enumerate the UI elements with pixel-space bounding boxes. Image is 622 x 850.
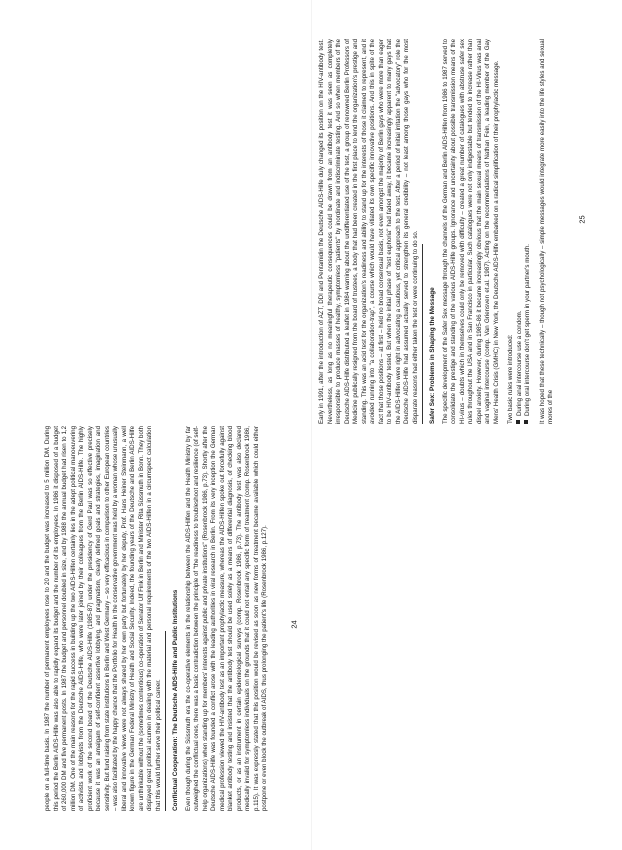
bullet-square-icon — [516, 420, 520, 424]
page-24-body-paragraph: Even though during the Süssmuth era the co-operative elements in the relationship between the AIDS-Hilfen and the Health Ministry by far outweighed the conflictual ones, there was a basic contradiction between the principle of "the readiness to troubleshoot and resilience (of self-help organizations) when standing up for members' interests against public and private institutions" (Rosenbrock 1986, p.73). Shortly after the Deutsche AIDS-Hilfe was founded a conflict arose with the leading authorities in viral research in Berlin. From its very inception the German medical profession viewed the HIV-antibody test as an important prophylactic measure, whereas the AIDS-Hilfen spoke out forcefully against blanket antibody testing and insisted that the antibody test should be used solely as a means of differential diagnosis, of checking blood products, or as an instrument in certain epidemiological surveys (comp. Rosenbrock 1986, p.73). The antibody test was also declared medically invalid for symptomless individuals on the grounds that it could not entail any specific form of treatment (comp. Rosenbrock 1986, p.115). It was expressly stated that this position would be revised as soon as new forms of treatment became available which could either postpone or even block the outbreak of AIDS, thus prolonging the patient's life (Rosenbrock 1986, p.127). — [184, 426, 268, 811]
section-heading-conflictual-cooperation: Conflictual Cooperation: The Deutsche AIDS-Hilfe and Public Institutions — [172, 589, 179, 811]
page-number-25: 25 — [577, 215, 587, 224]
page-24 — [44, 426, 309, 811]
book-gutter — [311, 0, 312, 850]
safer-sex-rules-list — [516, 39, 533, 424]
page-25-body-paragraph: The specific development of the Safer Sex message through the channels of the German and Berlin AIDS-Hilfen from 1986 to 1987 served to consolidate the prestige and standing of the various AIDS-Hilfe groups. Ignorance and uncertainty about possible transmission means of the HI-virus – doubts which in themselves could only be removed with difficulty – created a great number of catalogues with abstruse safer sex rules throughout the USA and in San Francisco in particular. Such catalogues were not only indigestable but tended to increase rather than dispel anxiety. However, during 1985-86 it became increasingly obvious that the main sexual means of transmission of the HI-Virus was anal and vaginal intercourse (comp. Van Griensven et.al. 1987). Acting on the recommendations of Nathan Fein, a leading member of the Gay Mens' Health Crisis (GMHC) in New York, the Deutsche AIDS-Hilfe embarked on a radical simplification of their prophylactic message. — [441, 39, 500, 424]
page-25-intro-paragraph: Early in 1991, after the introduction of AZT, DDI and Pentamidin the Deutsche AIDS-Hilfe duly changed its position on the HIV-antibody test. Nevertheless, as long as no meaningful therapeutic consequences could be drawn from an antibody test it was seen as completely irresponsible to produce masses of healthy, symptomless "patients" by inordinate and indiscriminate testing. And so when members of the Deutsche AIDS-Hilfe distributed a leaflet in 1984 warning about the undifferentiated use of the test, a group of renowned Berlin Professors of Medicine publically resigned from the board of trustees, a body that had been created in the first place to lend the organization's prestige and standing. This was an acid test for the organization's readiness and ability to stand up for the interests of those it claimed to represent, and it avoided running into "a collaboration-trap", a course which would have vitiated its own specific innovative positions. And this in spite of the fact that those positions – at first – held no broad consensual basis, not even amongst the majority of Berlin gays who were more than eager to be HIV-antibody tested. But when the initial phase of "test euphoria" had faded away, it became increasingly apparent to many gays that the AIDS-Hilfen were right in advocating a cautious, yet critical approach to the test. After a period of initial irritation the "advocatory" role the Deutsche AIDS-Hilfe had assumed actually served to strengthen its general credibility – not least among those gays who for the most disparate reasons had either taken the test or were continuing to do so. — [318, 39, 419, 424]
page-25 — [318, 39, 583, 424]
section-divider — [422, 244, 423, 424]
page-25-closing-paragraph: It was hoped that these technically – though not psychologically – simple messages would integrate more easily into the life styles and sexual mores of the — [538, 39, 554, 424]
page-24-intro-paragraph: people on a full-time basis. In 1987 the number of permanent employees rose to 20 and the budget was increased to 5 million DM. During this period the Berlin AIDS-Hilfe was also able to rapidly expand its budget and the number of its employees. In 1986 it disposed of a budget of 260,000 DM and five permanent posts. In 1987 the budget and personnel doubled in size, and by 1988 the annual budget had risen to 1,2 million DM. One of the main reasons for the rapid success in building up the two AIDS-Hilfen certainly lies in the adept political manoeuvering of activists and lobbyists from the Deutsche AIDS-Hilfe, who were later joined by their colleagues from the Berlin AIDS-Hilfe. The highly proficient work of the second board of the Deutsche AIDS-Hilfe (1985-87) under the presidency of Gerd Paul was so effective precisely because it was an amalgam of self-confident assertive lobbying, and pragmatism, clearly defined goals and strategies, imagination and sensitivity. But fund raising from state institutions in Berlin and West Germany – so very efficacious in comparison to other European countries – was also facilitated by the happy chance that the Portfolio for Health in the conservative government was held by a woman whose unusually liberal and innovative views were not always shared by her own party but fortunately by her deputy, Prof. Hans Heiner Steinmann, a well known figure in the German Federal Ministry of Health and Social Security. Indeed, the founding years of the Deutsche and Berlin AIDS-Hilfe are unthinkable without the (sometimes contentious) co-operation of Senator Ulf Fink in Berlin and Minister Rita Süssmuth in Bonn. They both displayed great political acumen in dealing with the material and personal requirements of the two AIDS-Hilfen in a circumspect calculation that this would further serve their political career. — [44, 426, 162, 811]
page-number-24: 24 — [289, 620, 299, 629]
list-item: During anal intercourse use a condom. — [516, 39, 525, 424]
bullet-square-icon — [524, 420, 528, 424]
section-heading-safer-sex: Safer Sex: Problems in Shaping the Message — [429, 287, 436, 424]
list-item: During oral intercourse don't get sperm in your partner's mouth. — [524, 39, 533, 424]
rules-intro: Two basic rules were introduced: — [507, 334, 514, 424]
section-divider — [165, 631, 166, 811]
